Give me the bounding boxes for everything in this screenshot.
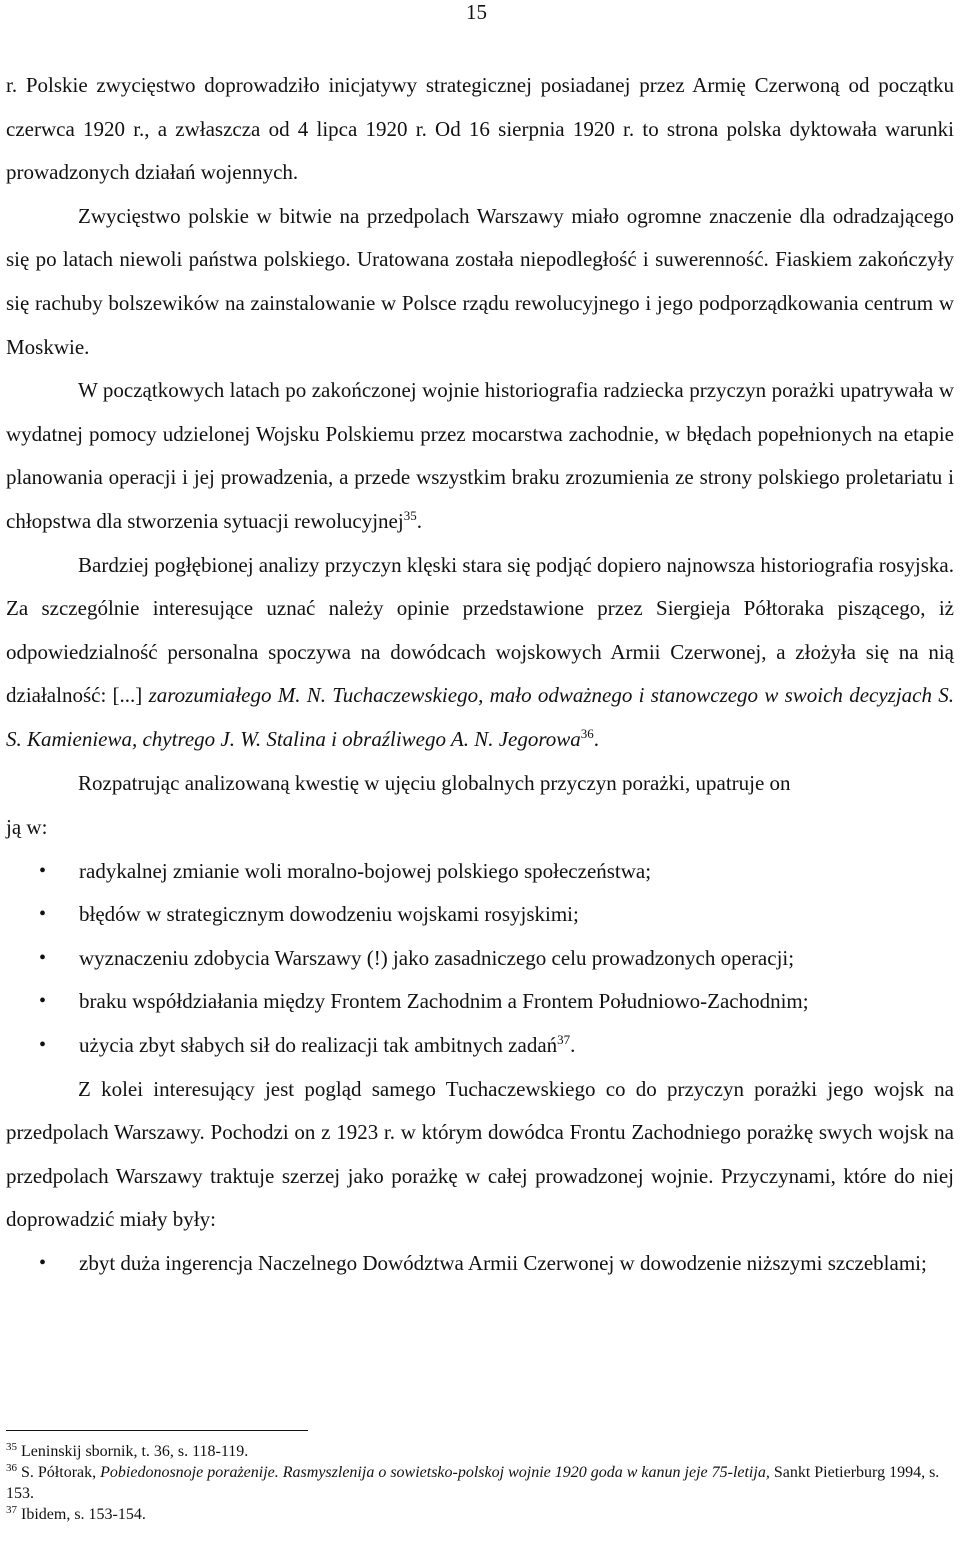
list-item: • zbyt duża ingerencja Naczelnego Dowództwa Armii Czerwonej w dowodzenie niższymi szczeblami; [6,1242,954,1286]
page-number: 15 [466,0,487,24]
paragraph-5-continuation: ją w: [6,815,48,840]
footnote-separator [6,1430,308,1431]
paragraph-3 [6,369,954,543]
paragraph-6: Z kolei interesujący jest pogląd samego Tuchaczewskiego co do przyczyn porażki jego wojsk na przedpolach Warszawy. Pochodzi on z 1923 r. w którym dowódca Frontu Zachodniego porażkę swych wojsk na przedpolach Warszawy traktuje szerzej jako porażkę w całej prowadzonej wojnie. Przyczynami, które do niej doprowadzić miały były: [6,1076,954,1232]
footnote-text: S. Półtorak, [17,1464,101,1481]
paragraph-4-quote: zarozumiałego M. N. Tuchaczewskiego, mało odważnego i stanowczego w swoich decyzjach S. S. Kamieniewa, chytrego J. W. Stalina i obraźliwego A. N. Jegorowa [6,683,955,751]
footnote-number: 36 [6,1462,17,1474]
footnote-37 [6,1504,954,1525]
footnote-ref-36[interactable]: 36 [580,725,594,741]
list-item: • braku współdziałania między Frontem Zachodnim a Frontem Południowo-Zachodnim; [6,980,954,1024]
footnote-text: Ibidem, s. 153-154. [17,1506,146,1523]
paragraph-3-text: W początkowych latach po zakończonej wojnie historiografia radziecka przyczyn porażki upatrywała w wydatnej pomocy udzielonej Wojsku Polskiemu przez mocarstwa zachodnie, w błędach popełnionych na etapie planowania operacji i jej prowadzenia, a przede wszystkim braku zrozumienia ze strony polskiego proletariatu i chłopstwa dla stworzenia sytuacji rewolucyjnej [6,378,954,533]
list-item-text: użycia zbyt słabych sił do realizacji tak ambitnych zadań [79,1033,558,1058]
footnote-ref-35[interactable]: 35 [403,507,417,523]
footnote-36 [6,1462,954,1504]
footnote-text: Leninskij sbornik, t. 36, s. 118-119. [17,1443,249,1460]
footnote-title: Pobiedonosnoje porażenije. Rasmyszlenija o sowietsko-polskoj wojnie 1920 goda w kanun jeje 75-letija, [100,1464,770,1481]
paragraph-3-end: . [416,508,422,533]
list-item: • wyznaczeniu zdobycia Warszawy (!) jako zasadniczego celu prowadzonych operacji; [6,937,954,981]
paragraph-4-text: Bardziej pogłębionej analizy przyczyn klęski stara się podjąć dopiero najnowsza historiografia rosyjska. Za szczególnie interesujące uznać należy opinie przedstawione przez Siergieja Półtoraka piszącego, iż odpowiedzialność personalna spoczywa na dowódcach wojskowych Armii Czerwonej, a złożyła się na nią działalność: [...] [6,552,954,708]
paragraph-4 [6,544,954,762]
footnote-ref-37[interactable]: 37 [557,1032,571,1048]
footnote-text: Sankt Pietierburg 1994, s. 153. [6,1464,940,1502]
list-item: • błędów w strategicznym dowodzeniu wojskami rosyjskimi; [6,893,954,937]
causes-list [6,850,954,1068]
paragraph-5: Rozpatrując analizowaną kwestię w ujęciu globalnych przyczyn porażki, upatruje on [78,770,791,795]
paragraph-1: r. Polskie zwycięstwo doprowadziło inicjatywy strategicznej posiadanej przez Armię Czerwoną od początku czerwca 1920 r., a zwłaszcza od 4 lipca 1920 r. Od 16 sierpnia 1920 r. to strona polska dyktowała warunki prowadzonych działań wojennych. [6,73,954,185]
footnote-35 [6,1441,954,1462]
list-item [6,1024,954,1068]
list-item: • radykalnej zmianie woli moralno-bojowej polskiego społeczeństwa; [6,850,954,894]
footnote-number: 37 [6,1504,17,1516]
paragraph-2: Zwycięstwo polskie w bitwie na przedpolach Warszawy miało ogromne znaczenie dla odradzającego się po latach niewoli państwa polskiego. Uratowana została niepodległość i suwerenność. Fiaskiem zakończyły się rachuby bolszewików na zainstalowanie w Polsce rządu rewolucyjnego i jego podporządkowania centrum w Moskwie. [6,203,954,359]
footnotes [6,1441,954,1525]
paragraph-4-end: . [593,726,599,751]
footnote-number: 35 [6,1441,17,1453]
list-item-end: . [570,1033,576,1058]
document-body [6,64,954,1286]
tuchaczewski-causes-list [6,1242,954,1286]
